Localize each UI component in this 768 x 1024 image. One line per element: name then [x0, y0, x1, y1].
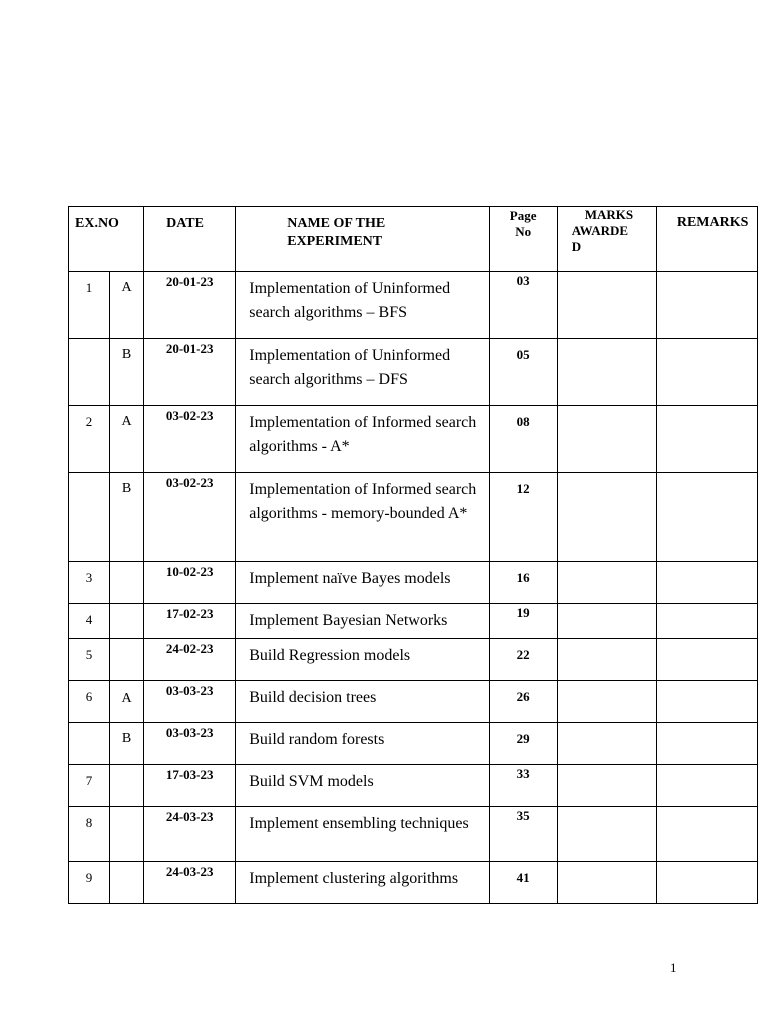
cell-experiment-name: Build Regression models [236, 639, 489, 681]
table-row [69, 639, 758, 681]
cell-date: 10-02-23 [144, 562, 236, 604]
cell-exno: 8 [69, 807, 110, 862]
cell-exno: 7 [69, 765, 110, 807]
table-header-row [69, 207, 758, 272]
cell-page-no: 19 [489, 604, 557, 639]
header-name-line2: EXPERIMENT [287, 234, 383, 249]
header-exno: EX.NO [69, 207, 144, 272]
cell-exno: 4 [69, 604, 110, 639]
table-row [69, 604, 758, 639]
cell-experiment-name: Implementation of Informed search algorithms - memory-bounded A* [236, 473, 489, 562]
cell-marks [557, 562, 656, 604]
cell-page-no: 05 [489, 339, 557, 406]
cell-marks [557, 765, 656, 807]
cell-exno [69, 339, 110, 406]
cell-date: 20-01-23 [144, 272, 236, 339]
cell-sub [110, 639, 144, 681]
cell-sub: A [110, 272, 144, 339]
table-row [69, 765, 758, 807]
cell-remarks [656, 862, 757, 904]
cell-exno: 3 [69, 562, 110, 604]
header-name-line1: NAME OF THE [287, 216, 386, 231]
cell-marks [557, 473, 656, 562]
cell-sub [110, 562, 144, 604]
header-page-line1: Page [509, 208, 537, 223]
cell-marks [557, 604, 656, 639]
cell-experiment-name: Implement naïve Bayes models [236, 562, 489, 604]
header-marks-line3: D [571, 239, 582, 254]
cell-date: 03-02-23 [144, 473, 236, 562]
table-row [69, 406, 758, 473]
cell-page-no: 03 [489, 272, 557, 339]
cell-exno: 6 [69, 681, 110, 723]
cell-experiment-name: Implement ensembling techniques [236, 807, 489, 862]
page-number: 1 [670, 960, 677, 975]
cell-page-no: 16 [489, 562, 557, 604]
cell-remarks [656, 473, 757, 562]
cell-experiment-name: Implementation of Uninformed search algorithms – BFS [236, 272, 489, 339]
cell-page-no: 35 [489, 807, 557, 862]
cell-page-no: 26 [489, 681, 557, 723]
cell-sub: A [110, 406, 144, 473]
cell-exno [69, 723, 110, 765]
cell-marks [557, 807, 656, 862]
cell-marks [557, 681, 656, 723]
cell-sub [110, 604, 144, 639]
header-experiment-name [236, 207, 489, 272]
cell-exno: 5 [69, 639, 110, 681]
cell-exno: 2 [69, 406, 110, 473]
cell-sub [110, 765, 144, 807]
cell-experiment-name: Build SVM models [236, 765, 489, 807]
cell-remarks [656, 723, 757, 765]
cell-remarks [656, 807, 757, 862]
cell-experiment-name: Build decision trees [236, 681, 489, 723]
cell-remarks [656, 604, 757, 639]
cell-date: 20-01-23 [144, 339, 236, 406]
table-row [69, 473, 758, 562]
cell-remarks [656, 272, 757, 339]
cell-remarks [656, 562, 757, 604]
experiment-index-table [68, 206, 758, 904]
cell-sub [110, 807, 144, 862]
cell-marks [557, 406, 656, 473]
table-row [69, 562, 758, 604]
cell-page-no: 12 [489, 473, 557, 562]
cell-date: 03-02-23 [144, 406, 236, 473]
cell-sub: B [110, 723, 144, 765]
cell-experiment-name: Implement Bayesian Networks [236, 604, 489, 639]
cell-remarks [656, 339, 757, 406]
cell-experiment-name: Build random forests [236, 723, 489, 765]
cell-page-no: 33 [489, 765, 557, 807]
table-row [69, 862, 758, 904]
cell-remarks [656, 765, 757, 807]
cell-experiment-name: Implementation of Uninformed search algorithms – DFS [236, 339, 489, 406]
header-date: DATE [144, 207, 236, 272]
table-row [69, 339, 758, 406]
cell-date: 17-02-23 [144, 604, 236, 639]
cell-exno: 9 [69, 862, 110, 904]
cell-remarks [656, 681, 757, 723]
cell-sub [110, 862, 144, 904]
table-row [69, 807, 758, 862]
cell-date: 24-03-23 [144, 862, 236, 904]
cell-exno: 1 [69, 272, 110, 339]
cell-page-no: 22 [489, 639, 557, 681]
table-row [69, 272, 758, 339]
header-marks-line1: MARKS [584, 207, 634, 222]
header-marks-awarded [557, 207, 656, 272]
cell-sub: B [110, 473, 144, 562]
header-marks-line2: AWARDE [571, 223, 629, 238]
table-row [69, 681, 758, 723]
header-remarks: REMARKS [656, 207, 757, 272]
cell-sub: A [110, 681, 144, 723]
cell-exno [69, 473, 110, 562]
cell-page-no: 41 [489, 862, 557, 904]
cell-remarks [656, 406, 757, 473]
cell-page-no: 29 [489, 723, 557, 765]
cell-date: 17-03-23 [144, 765, 236, 807]
cell-marks [557, 723, 656, 765]
header-page-no [489, 207, 557, 272]
cell-experiment-name: Implementation of Informed search algorithms - A* [236, 406, 489, 473]
table-row [69, 723, 758, 765]
cell-marks [557, 339, 656, 406]
cell-sub: B [110, 339, 144, 406]
cell-date: 03-03-23 [144, 681, 236, 723]
cell-marks [557, 639, 656, 681]
cell-date: 24-02-23 [144, 639, 236, 681]
cell-date: 03-03-23 [144, 723, 236, 765]
cell-date: 24-03-23 [144, 807, 236, 862]
cell-remarks [656, 639, 757, 681]
cell-experiment-name: Implement clustering algorithms [236, 862, 489, 904]
cell-marks [557, 862, 656, 904]
header-page-line2: No [515, 224, 532, 239]
cell-page-no: 08 [489, 406, 557, 473]
cell-marks [557, 272, 656, 339]
